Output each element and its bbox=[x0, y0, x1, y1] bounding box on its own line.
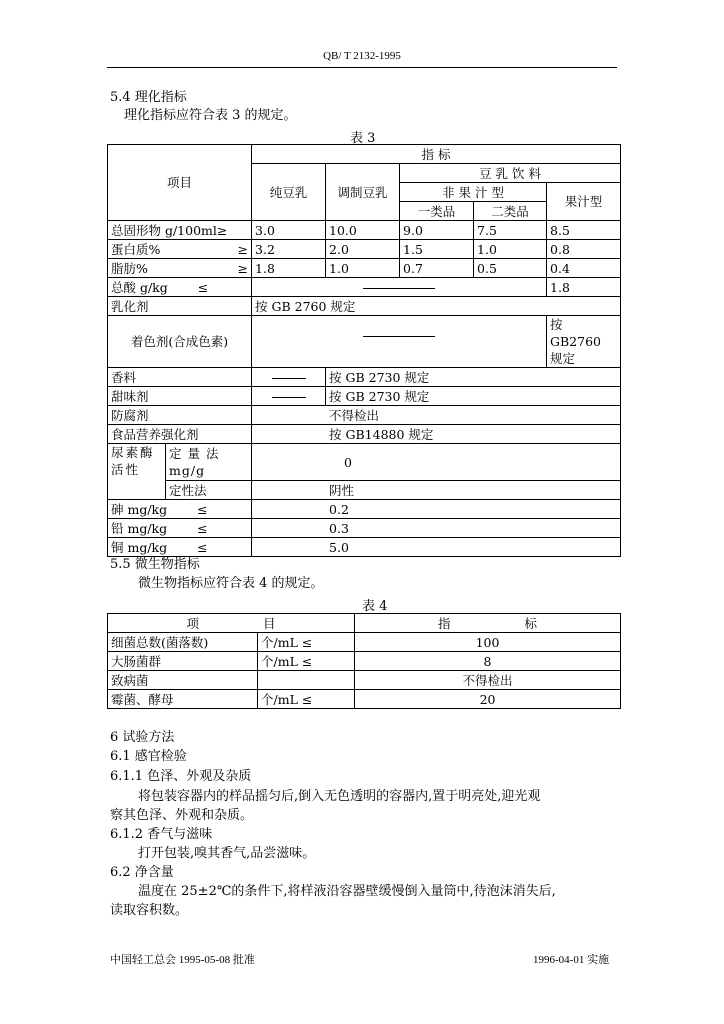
row-unit: 个/mL ≤ bbox=[258, 652, 355, 671]
cell-value: 5.0 bbox=[252, 538, 621, 557]
table-row bbox=[108, 406, 621, 425]
row-item-label: 铜 mg/kg bbox=[111, 539, 168, 555]
row-item: 乳化剂 bbox=[108, 297, 252, 316]
cell-class2: 1.0 bbox=[474, 240, 547, 259]
cell-class1: 9.0 bbox=[400, 221, 474, 240]
page-header-standard-number: QB/ T 2132-1995 bbox=[323, 50, 401, 62]
header-pure-soy-milk: 纯豆乳 bbox=[252, 164, 326, 221]
urease-quant-label: 定 量 法 mg/g bbox=[166, 444, 252, 481]
section-6-1-heading: 6.1 感官检验 bbox=[110, 749, 187, 764]
section-6-1-1-heading: 6.1.1 色泽、外观及杂质 bbox=[110, 769, 252, 784]
row-item: 大肠菌群 bbox=[108, 652, 258, 671]
header-rule bbox=[107, 67, 617, 68]
cell-value: 阴性 bbox=[252, 481, 621, 500]
table-4-microbiological bbox=[107, 613, 621, 709]
row-item: 香料 bbox=[108, 368, 252, 387]
row-item-label: 脂肪% bbox=[111, 260, 148, 276]
row-item: 细菌总数(菌落数) bbox=[108, 633, 258, 652]
comparison-sign: ≤ bbox=[197, 279, 209, 295]
row-item-label: 总酸 g/kg bbox=[111, 279, 168, 295]
cell-pure: 3.2 bbox=[252, 240, 326, 259]
comparison-sign: ≤ bbox=[197, 501, 208, 517]
cell-not-applicable bbox=[252, 278, 547, 297]
cell-juice: 1.8 bbox=[547, 278, 621, 297]
row-unit bbox=[258, 671, 355, 690]
urease-qual-label: 定性法 bbox=[166, 481, 252, 500]
dash-line bbox=[272, 378, 306, 379]
cell-value: 100 bbox=[355, 633, 621, 652]
header-item: 项目 bbox=[108, 145, 252, 221]
table-row bbox=[108, 671, 621, 690]
row-item: 食品营养强化剂 bbox=[108, 425, 252, 444]
table-row bbox=[108, 690, 621, 709]
cell-class1: 0.7 bbox=[400, 259, 474, 278]
cell-pure: 3.0 bbox=[252, 221, 326, 240]
cell-class2: 0.5 bbox=[474, 259, 547, 278]
row-item-label: 铅 mg/kg bbox=[111, 520, 168, 536]
row-item: 甜味剂 bbox=[108, 387, 252, 406]
section-6-1-2-heading: 6.1.2 香气与滋味 bbox=[110, 827, 213, 842]
header-indicator: 指 标 bbox=[355, 614, 621, 633]
row-item bbox=[108, 500, 252, 519]
row-item bbox=[108, 519, 252, 538]
cell-not-applicable bbox=[252, 316, 547, 368]
table-row bbox=[108, 278, 621, 297]
cell-juice: 0.4 bbox=[547, 259, 621, 278]
comparison-sign: ≤ bbox=[197, 520, 208, 536]
table-4-caption: 表 4 bbox=[362, 599, 388, 614]
cell-value: 按 GB 2730 规定 bbox=[326, 387, 621, 406]
header-juice-type: 果汁型 bbox=[547, 183, 621, 221]
row-item-label: 砷 mg/kg bbox=[111, 501, 168, 517]
section-6-heading: 6 试验方法 bbox=[110, 730, 175, 745]
table-row bbox=[108, 221, 621, 240]
cell-value: 0 bbox=[252, 444, 621, 481]
row-item-label: 总固形物 g/100ml≥ bbox=[111, 222, 228, 238]
cell-pure bbox=[252, 387, 326, 406]
table-row bbox=[108, 425, 621, 444]
cell-value: 20 bbox=[355, 690, 621, 709]
table-row bbox=[108, 500, 621, 519]
cell-value: 8 bbox=[355, 652, 621, 671]
row-item: 霉菌、酵母 bbox=[108, 690, 258, 709]
table-row bbox=[108, 538, 621, 557]
row-item: 尿素酶活性 bbox=[108, 444, 166, 500]
cell-juice: 8.5 bbox=[547, 221, 621, 240]
row-item bbox=[108, 538, 252, 557]
section-6-2-paragraph-line2: 读取容积数。 bbox=[110, 903, 189, 918]
cell-value: 按 GB 2730 规定 bbox=[326, 368, 621, 387]
comparison-sign: ≥ bbox=[237, 241, 249, 257]
section-6-2-heading: 6.2 净含量 bbox=[110, 865, 174, 880]
cell-pure bbox=[252, 368, 326, 387]
row-item: 防腐剂 bbox=[108, 406, 252, 425]
section-6-1-1-paragraph-line1: 将包装容器内的样品摇匀后,倒入无色透明的容器内,置于明亮处,迎光观 bbox=[138, 789, 541, 804]
section-6-1-1-paragraph-line2: 察其色泽、外观和杂质。 bbox=[110, 808, 254, 823]
cell-juice: 按 GB2760 规定 bbox=[547, 316, 621, 368]
section-5-5-intro: 微生物指标应符合表 4 的规定。 bbox=[138, 576, 324, 591]
dash-line bbox=[272, 397, 306, 398]
header-soy-beverage: 豆 乳 饮 料 bbox=[400, 164, 621, 183]
row-item bbox=[108, 240, 252, 259]
table-row bbox=[108, 297, 621, 316]
cell-value: 0.3 bbox=[252, 519, 621, 538]
table-row bbox=[108, 316, 621, 368]
header-class-2: 二类品 bbox=[474, 202, 547, 221]
cell-mixed: 1.0 bbox=[326, 259, 400, 278]
header-item: 项 目 bbox=[108, 614, 355, 633]
table-row bbox=[108, 652, 621, 671]
section-5-4-heading: 5.4 理化指标 bbox=[110, 90, 187, 105]
header-class-1: 一类品 bbox=[400, 202, 474, 221]
comparison-sign: ≤ bbox=[197, 539, 208, 555]
row-item: 致病菌 bbox=[108, 671, 258, 690]
row-item: 着色剂(合成色素) bbox=[108, 316, 252, 368]
row-unit: 个/mL ≤ bbox=[258, 690, 355, 709]
cell-value: 0.2 bbox=[252, 500, 621, 519]
table-row bbox=[108, 240, 621, 259]
cell-class1: 1.5 bbox=[400, 240, 474, 259]
cell-class2: 7.5 bbox=[474, 221, 547, 240]
section-5-5-heading: 5.5 微生物指标 bbox=[110, 557, 200, 572]
header-non-juice: 非 果 汁 型 bbox=[400, 183, 547, 202]
section-6-2-paragraph-line1: 温度在 25±2℃的条件下,将样液沿容器壁缓慢倒入量筒中,待泡沫消失后, bbox=[138, 884, 556, 899]
comparison-sign: ≥ bbox=[237, 260, 249, 276]
table-row bbox=[108, 633, 621, 652]
row-item bbox=[108, 278, 252, 297]
cell-value: 按 GB14880 规定 bbox=[252, 425, 621, 444]
row-item-label: 蛋白质% bbox=[111, 241, 161, 257]
table-row bbox=[108, 481, 621, 500]
row-item bbox=[108, 221, 252, 240]
dash-line bbox=[363, 288, 435, 289]
cell-value: 按 GB 2760 规定 bbox=[252, 297, 621, 316]
cell-mixed: 10.0 bbox=[326, 221, 400, 240]
cell-juice: 0.8 bbox=[547, 240, 621, 259]
table-3-physicochemical bbox=[107, 144, 621, 557]
section-5-4-intro: 理化指标应符合表 3 的规定。 bbox=[124, 108, 297, 123]
cell-mixed: 2.0 bbox=[326, 240, 400, 259]
dash-line bbox=[363, 336, 435, 337]
row-item bbox=[108, 259, 252, 278]
footer-approval: 中国轻工总会 1995-05-08 批准 bbox=[110, 954, 255, 966]
row-unit: 个/mL ≤ bbox=[258, 633, 355, 652]
table-row bbox=[108, 519, 621, 538]
table-row bbox=[108, 444, 621, 481]
cell-pure: 1.8 bbox=[252, 259, 326, 278]
header-indicator: 指 标 bbox=[252, 145, 621, 164]
table-3-caption: 表 3 bbox=[350, 131, 376, 146]
footer-effective-date: 1996-04-01 实施 bbox=[533, 954, 610, 966]
table-row bbox=[108, 259, 621, 278]
table-row bbox=[108, 368, 621, 387]
header-mixed-soy-milk: 调制豆乳 bbox=[326, 164, 400, 221]
section-6-1-2-paragraph: 打开包装,嗅其香气,品尝滋味。 bbox=[138, 846, 316, 861]
cell-value: 不得检出 bbox=[355, 671, 621, 690]
table-row bbox=[108, 387, 621, 406]
cell-value: 不得检出 bbox=[252, 406, 621, 425]
